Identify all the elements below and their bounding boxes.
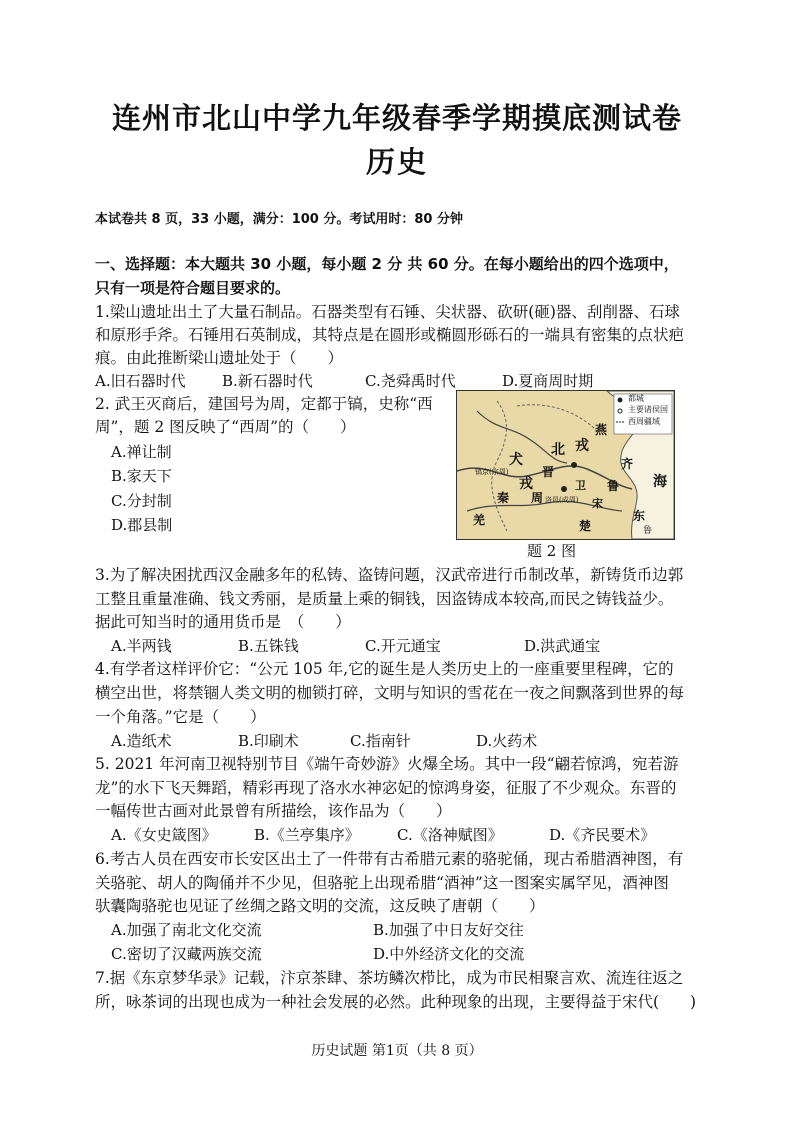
q1-stem-line2: 和原形手斧。石锤用石英制成，其特点是在圆形或椭圆形砾石的一端具有密集的点状疤 [95, 326, 685, 344]
q1-option-c: C.尧舜禹时代 [365, 372, 456, 390]
q2-option-b: B.家天下 [111, 467, 172, 485]
western-zhou-map [456, 390, 675, 540]
q2-option-c: C.分封制 [111, 492, 172, 510]
q1-stem-line1: 1.梁山遗址出土了大量石制品。石器类型有石锤、尖状器、砍研(砸)器、刮削器、石球 [95, 303, 680, 321]
q4-stem-line3: 一个角落。”它是（ ） [95, 708, 266, 726]
q5-stem-line2: 龙”的水下飞天舞蹈，精彩再现了洛水水神宓妃的惊鸿身姿，征服了不少观众。东晋的 [95, 779, 677, 797]
map-label-lu: 鲁 [607, 479, 620, 493]
map-label-qiang: 羌 [473, 513, 486, 527]
q3-stem-line3: 据此可知当时的通用货币是 （ ） [95, 613, 351, 631]
q6-option-c: C.密切了汉藏两族交流 [111, 945, 262, 963]
q6-stem-line2: 关骆驼、胡人的陶俑并不少见，但骆驼上出现希腊“酒神”这一图案实属罕见，酒神图 [95, 874, 669, 892]
map-label-lu2: 鲁 [643, 526, 653, 536]
map-label-quan: 犬 [509, 452, 523, 468]
q1-option-b: B.新石器时代 [222, 372, 313, 390]
map-label-jin: 晋 [542, 465, 555, 479]
map-label-chu: 楚 [579, 519, 592, 533]
map-legend-states: 主要诸侯国 [628, 405, 668, 414]
q1-option-d: D.夏商周时期 [502, 372, 594, 390]
q7-stem-line2: 所，咏茶词的出现也成为一种社会发展的必然。此种现象的出现，主要得益于宋代( ) [95, 993, 697, 1011]
q3-option-d: D.洪武通宝 [524, 637, 601, 655]
q1-stem-line3: 痕。由此推断梁山遗址处于（ ） [95, 349, 344, 367]
q5-stem-line3: 一幅传世古画对此景曾有所描绘，该作品为（ ） [95, 802, 452, 820]
q3-option-c: C.开元通宝 [365, 637, 441, 655]
q4-option-c: C.指南针 [350, 732, 411, 750]
q5-stem-line1: 5. 2021 年河南卫视特别节目《端午奇妙游》火爆全场。其中一段“翩若惊鸿，宛若游 [95, 755, 679, 773]
map-label-rong2: 戎 [575, 438, 589, 454]
map-caption: 题 2 图 [527, 542, 577, 560]
exam-subject: 历史 [365, 145, 428, 179]
map-label-haojing: 镐京(宗周) [475, 468, 509, 476]
page-footer: 历史试题 第1页（共 8 页） [311, 1043, 483, 1059]
q4-option-b: B.印刷术 [238, 732, 299, 750]
q6-stem-line3: 驮囊陶骆驼也见证了丝绸之路文明的交流，这反映了唐朝（ ） [95, 897, 545, 915]
q5-option-d: D.《齐民要术》 [549, 826, 656, 844]
q6-option-a: A.加强了南北文化交流 [111, 921, 262, 939]
q5-option-c: C.《洛神赋图》 [397, 826, 503, 844]
q3-option-b: B.五铢钱 [238, 637, 299, 655]
map-label-yan: 燕 [595, 423, 608, 437]
map-label-dong: 东 [633, 509, 646, 523]
map-label-qi: 齐 [621, 457, 634, 471]
map-label-rong: 戎 [519, 476, 533, 492]
q7-stem-line1: 7.据《东京梦华录》记载，汴京茶肆、茶坊鳞次栉比，成为市民相聚言欢、流连往返之 [95, 969, 684, 987]
q3-stem-line1: 3.为了解决困扰西汉金融多年的私铸、盗铸问题，汉武帝进行币制改革，新铸货币边郭 [95, 566, 684, 584]
q1-option-a: A.旧石器时代 [95, 372, 186, 390]
q5-option-b: B.《兰亭集序》 [254, 826, 360, 844]
section-heading-line2: 只有一项是符合题目要求的。 [95, 279, 291, 297]
section-heading-line1: 一、选择题：本大题共 30 小题，每小题 2 分 共 60 分。在每小题给出的四个选项中， [95, 255, 679, 273]
exam-info: 本试卷共 8 页，33 小题，满分：100 分。考试用时：80 分钟 [95, 212, 463, 227]
map-label-luoyi: 洛邑(成周) [545, 496, 579, 504]
q4-option-d: D.火药术 [476, 732, 538, 750]
map-label-qin: 秦 [497, 491, 510, 505]
q2-option-a: A.禅让制 [111, 443, 172, 461]
exam-title: 连州市北山中学九年级春季学期摸底测试卷 [111, 101, 682, 135]
q4-option-a: A.造纸术 [111, 732, 172, 750]
q6-option-d: D.中外经济文化的交流 [373, 945, 525, 963]
q2-stem-line2: 周”，题 2 图反映了“西周”的（ ） [95, 418, 356, 436]
q6-stem-line1: 6.考古人员在西安市长安区出土了一件带有古希腊元素的骆驼俑，现古希腊酒神图，有 [95, 850, 684, 868]
q3-option-a: A.半两钱 [111, 637, 172, 655]
q2-stem-line1: 2. 武王灭商后，建国号为周，定都于镐，史称“西 [95, 395, 433, 413]
map-legend-capital: 都城 [628, 394, 644, 403]
map-label-zhou: 周 [531, 491, 544, 505]
map-label-song: 宋 [592, 497, 603, 510]
q3-stem-line2: 工整且重量准确、钱文秀丽，是质量上乘的铜钱，因盗铸成本较高,而民之铸钱益少。 [95, 590, 674, 608]
map-legend-territory: 西周疆域 [628, 417, 660, 426]
map-label-hai: 海 [653, 474, 667, 490]
q4-stem-line2: 横空出世，将禁锢人类文明的枷锁打碎，文明与知识的雪花在一夜之间飘落到世界的每 [95, 684, 685, 702]
map-label-wei: 卫 [575, 479, 586, 492]
q4-stem-line1: 4.有学者这样评价它：“公元 105 年,它的诞生是人类历史上的一座重要里程碑，它的 [95, 660, 674, 678]
q2-option-d: D.郡县制 [111, 516, 173, 534]
map-label-bei: 北 [551, 442, 565, 458]
q5-option-a: A.《女史箴图》 [111, 826, 217, 844]
q6-option-b: B.加强了中日友好交往 [373, 921, 524, 939]
